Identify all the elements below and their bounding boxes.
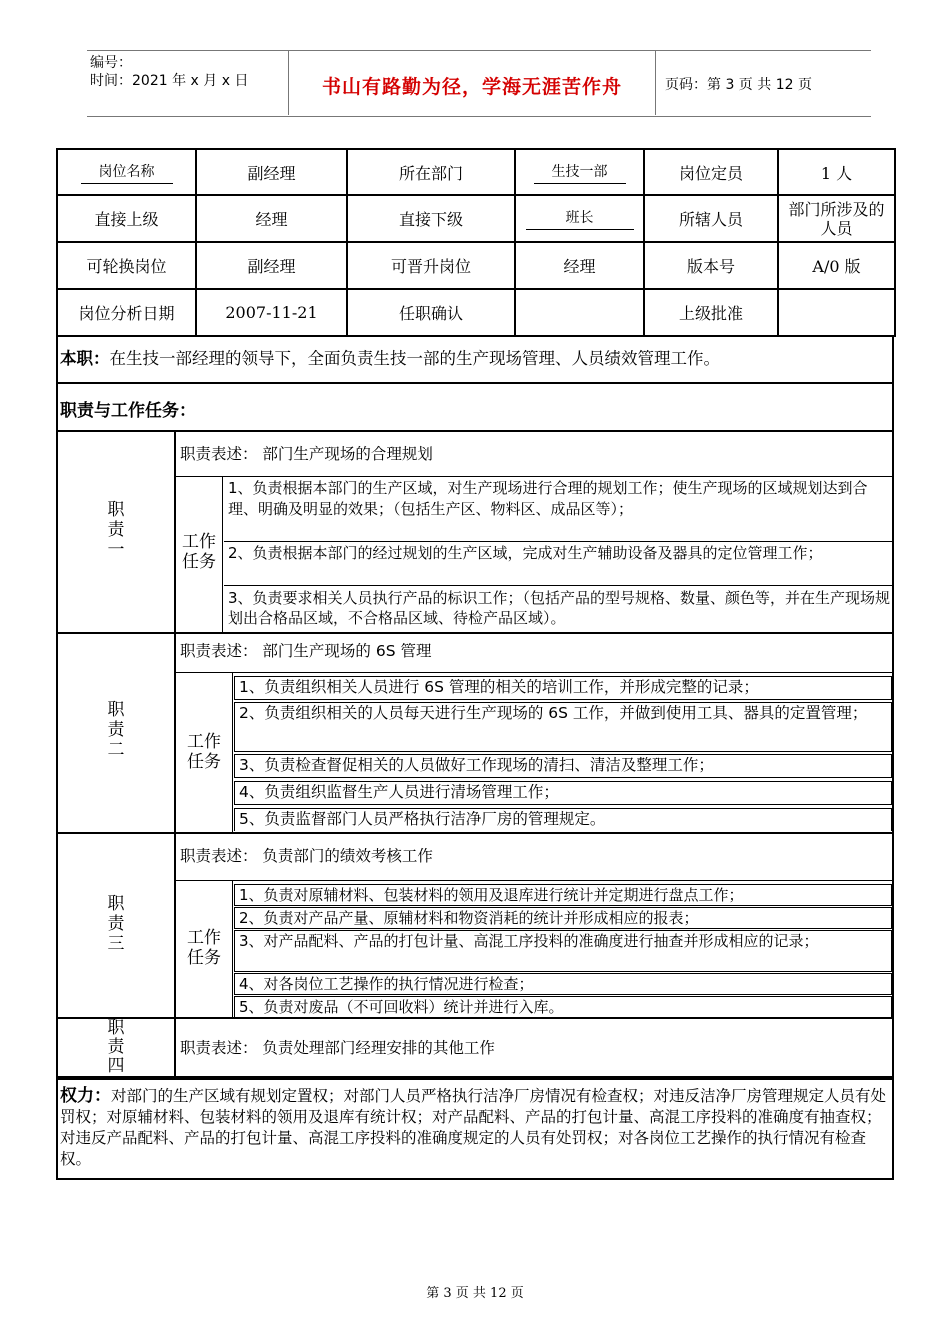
field-value [515,289,644,336]
field-label: 任职确认 [347,289,515,336]
table-row [57,195,895,242]
field-label: 直接上级 [57,195,196,242]
core-duty-row [56,337,894,384]
page-info: 页码：第 3 页 共 12 页 [665,77,812,93]
authority-label: 权力： [60,1086,111,1106]
divider [58,632,894,634]
field-value: 经理 [196,195,347,242]
task-item: 1、负责组织相关人员进行 6S 管理的相关的培训工作，并形成完整的记录； [234,676,892,700]
task-item: 2、负责组织相关的人员每天进行生产现场的 6S 工作，并做到使用工具、器具的定置管理； [234,702,892,752]
field-label: 岗位分析日期 [57,289,196,336]
divider [232,880,233,1017]
divider [176,476,894,477]
duty-statement: 职责表述： 部门生产现场的合理规划 [180,445,433,463]
header-divider [288,51,289,115]
duty-label: 职责一 [107,500,125,560]
authority [60,1086,888,1170]
field-label: 直接下级 [347,195,515,242]
duty-statement: 职责表述： 部门生产现场的 6S 管理 [180,642,432,660]
field-value: 2007-11-21 [196,289,347,336]
task-item: 1、负责根据本部门的生产区域，对生产现场进行合理的规划工作；使生产现场的区域规划达到合理、明确及明显的效果；（包括生产区、物料区、成品区等）； [224,478,894,542]
field-label: 版本号 [644,242,778,289]
field-value: A/0 版 [778,242,895,289]
field-label: 所在部门 [347,149,515,195]
work-task-label: 工作 任务 [182,532,216,572]
task-item: 1、负责对原辅材料、包装材料的领用及退库进行统计并定期进行盘点工作； [234,884,892,906]
divider [176,672,894,673]
task-item: 3、对产品配料、产品的打包计量、高混工序投料的准确度进行抽查并形成相应的记录； [234,930,892,972]
task-item: 3、负责检查督促相关的人员做好工作现场的清扫、清洁及整理工作； [234,754,892,778]
task-item: 5、负责监督部门人员严格执行洁净厂房的管理规定。 [234,808,892,831]
duties-title-row [56,384,894,432]
table-row [57,242,895,289]
work-task-label: 工作 任务 [187,928,221,968]
task-item: 4、对各岗位工艺操作的执行情况进行检查； [234,973,892,995]
duty-statement: 职责表述： 负责部门的绩效考核工作 [180,847,433,865]
duty-statement: 职责表述： 负责处理部门经理安排的其他工作 [180,1039,495,1057]
table-row [57,289,895,336]
doc-number-label: 编号： [90,55,132,71]
field-label: 可轮换岗位 [57,242,196,289]
core-duty [60,348,720,370]
field-value: 经理 [515,242,644,289]
field-label: 可晋升岗位 [347,242,515,289]
field-value: 副经理 [196,242,347,289]
authority-text: 对部门的生产区域有规划定置权；对部门人员严格执行洁净厂房情况有检查权；对违反洁净厂房管理规定人员有处罚权；对原辅材料、包装材料的领用及退库有统计权；对产品配料、产品的打包计量、高混工序投料的准确度有抽查权；对违反产品配料、产品的打包计量、高混工序投料的准确度规定的人员有处罚权；对各岗位工艺操作的执行情况有检查权。 [60,1087,887,1168]
doc-time: 时间：2021 年 x 月 x 日 [90,73,249,89]
field-value: 部门所涉及的人员 [778,195,895,242]
position-info-table [56,148,896,337]
divider [176,880,894,881]
field-value [778,289,895,336]
header-divider [655,51,656,115]
duty-label: 职责三 [107,894,125,954]
field-value: 班长 [526,207,634,230]
table-row [57,149,895,195]
authority-row [56,1078,894,1180]
field-value: 生技一部 [534,161,626,184]
field-label: 所辖人员 [644,195,778,242]
divider [222,476,223,632]
task-item: 5、负责对废品（不可回收料）统计并进行入库。 [234,996,892,1017]
field-value: 1 人 [778,149,895,195]
duty-label: 职责二 [107,700,125,760]
field-label: 上级批准 [644,289,778,336]
divider [232,672,233,832]
page-footer: 第 3 页 共 12 页 [426,1286,524,1301]
work-task-label: 工作 任务 [187,732,221,772]
task-item: 2、负责根据本部门的经过规划的生产区域，完成对生产辅助设备及器具的定位管理工作； [224,543,894,586]
field-value: 副经理 [196,149,347,195]
duties-block [56,432,894,1078]
motto: 书山有路勤为径，学海无涯苦作舟 [321,76,622,98]
divider [58,1017,894,1019]
duties-title: 职责与工作任务： [60,401,196,421]
core-duty-label: 本职： [60,349,110,368]
task-item: 4、负责组织监督生产人员进行清场管理工作； [234,781,892,805]
header-bottom-rule [87,116,871,117]
task-item: 3、负责要求相关人员执行产品的标识工作；（包括产品的型号规格、数量、颜色等，并在生产现场规划出合格品区域，不合格品区域、待检产品区域）。 [228,589,891,627]
task-item: 2、负责对产品产量、原辅材料和物资消耗的统计并形成相应的报表； [234,907,892,929]
duty-label: 职责四 [107,1018,125,1076]
core-duty-text: 在生技一部经理的领导下，全面负责生技一部的生产现场管理、人员绩效管理工作。 [109,349,720,368]
field-label: 岗位名称 [81,161,173,184]
field-label: 岗位定员 [644,149,778,195]
divider [58,832,894,834]
header-top-rule [87,50,871,51]
